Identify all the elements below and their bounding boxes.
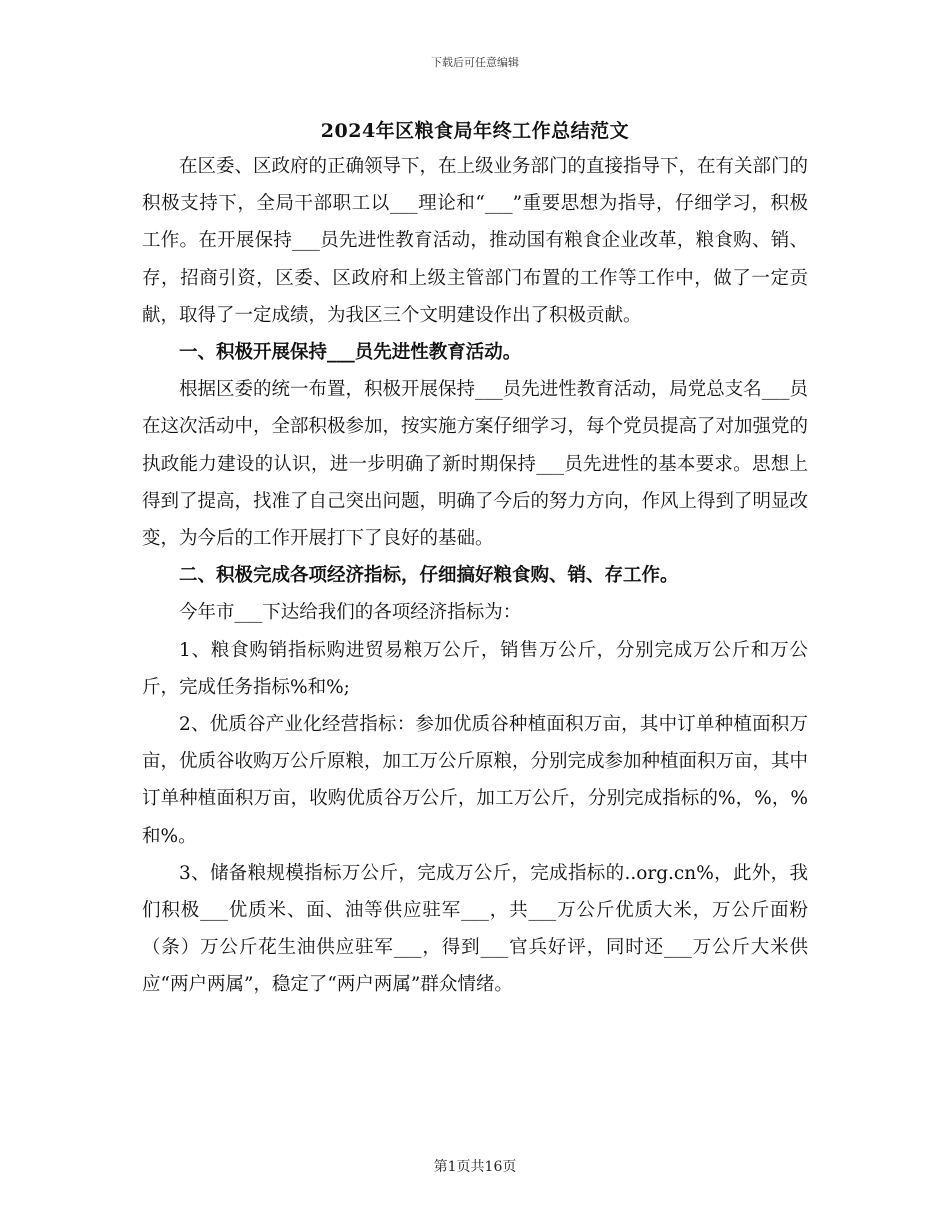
page-header: 下载后可任意编辑: [431, 56, 519, 69]
document-title: 2024年区粮食局年终工作总结范文: [320, 120, 630, 142]
section-heading-1: 一、积极开展保持___员先进性教育活动。: [179, 342, 522, 364]
document-body: [142, 148, 808, 1004]
indicators-intro: 今年市___下达给我们的各项经济指标为：: [179, 602, 522, 624]
intro-paragraph: 在区委、区政府的正确领导下，在上级业务部门的直接指导下，在有关部门的积极支持下，全局干部职工以___理论和“___”重要思想为指导，仔细学习，积极工作。在开展保持___员先进性教育活动，推动国有粮食企业改革，粮食购、销、存，招商引资，区委、区政府和上级主管部门布置的工作等工作中，做了一定贡献，取得了一定成绩，为我区三个文明建设作出了积极贡献。: [142, 156, 809, 326]
indicator-item-2: 2、优质谷产业化经营指标：参加优质谷种植面积万亩，其中订单种植面积万亩，优质谷收购万公斤原粮，加工万公斤原粮，分别完成参加种植面积万亩，其中订单种植面积万亩，收购优质谷万公斤，加工万公斤，分别完成指标的%，%，%和%。: [142, 714, 809, 847]
page-footer: 第1页共16页: [433, 1159, 517, 1175]
section-heading-2: 二、积极完成各项经济指标，仔细搞好粮食购、销、存工作。: [179, 565, 679, 587]
indicator-item-1: 1、粮食购销指标购进贸易粮万公斤，销售万公斤，分别完成万公斤和万公斤，完成任务指标%和%;: [142, 639, 808, 698]
indicator-item-3: 3、储备粮规模指标万公斤，完成万公斤，完成指标的..org.cn%，此外，我们积极___优质米、面、油等供应驻军___，共___万公斤优质大米，万公斤面粉（条）万公斤花生油供应驻军___，得到___官兵好评，同时还___万公斤大米供应“两户两属”，稳定了“两户两属”群众情绪。: [142, 862, 808, 996]
section-1-paragraph: 根据区委的统一布置，积极开展保持___员先进性教育活动，局党总支名___员在这次活动中，全部积极参加，按实施方案仔细学习，每个党员提高了对加强党的执政能力建设的认识，进一步明确了新时期保持___员先进性的基本要求。思想上得到了提高，找准了自己突出问题，明确了今后的努力方向，作风上得到了明显改变，为今后的工作开展打下了良好的基础。: [142, 379, 809, 550]
